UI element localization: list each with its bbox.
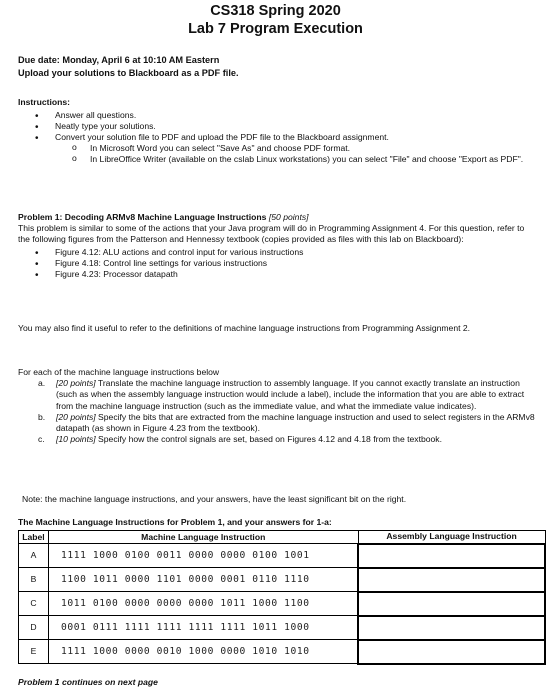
row-label: B [19, 568, 49, 592]
instruction-item: • Neatly type your solutions. [18, 121, 538, 132]
task-marker: c. [38, 434, 45, 445]
instructions-table [18, 530, 546, 665]
answer-box[interactable] [358, 616, 545, 640]
continues-note: Problem 1 continues on next page [18, 677, 158, 687]
instructions-heading: Instructions: [18, 97, 71, 107]
course-title: CS318 Spring 2020 [210, 3, 341, 19]
instruction-item [18, 132, 538, 166]
instruction-item-text: Convert your solution file to PDF and upload the PDF file to the Blackboard assignment. [55, 132, 389, 143]
machine-instruction: 1011 0100 0000 0000 0000 1011 1000 1100 [48, 592, 358, 616]
instruction-subitem: o In LibreOffice Writer (available on the cslab Linux workstations) you can select "File" and choose "Export as PDF". [55, 154, 538, 165]
row-label: D [19, 616, 49, 640]
bit-order-note: Note: the machine language instructions, and your answers, have the least significant bit on the right. [22, 494, 407, 504]
table-caption: The Machine Language Instructions for Problem 1, and your answers for 1-a: [18, 517, 332, 527]
row-label: E [19, 640, 49, 664]
instructions-section [18, 97, 538, 166]
pdf-conversion-sublist [55, 143, 538, 165]
task-text: Translate the machine language instruction to assembly language. If you cannot exactly translate an instruction (such as when the assembly language instruction would include a label), include the information that you are able to extract from the machine language instruction (such as the immediate value, and what the immediate value indicates). [56, 378, 525, 411]
assembly-instruction-column-header: Assembly Language Instruction [358, 531, 545, 544]
answer-box[interactable] [358, 568, 545, 592]
problem1-intro: This problem is similar to some of the actions that your Java program will do in Programming Assignment 4. For this question, refer to the following figures from the Patterson and Hennessy textbook (copies provided as files with this lab on Blackboard): [18, 222, 525, 244]
problem1-section [18, 212, 538, 281]
instruction-subitem: o In Microsoft Word you can select "Save As" and choose PDF format. [55, 143, 538, 154]
machine-instruction-column-header: Machine Language Instruction [48, 531, 358, 544]
figure-reference: • Figure 4.18: Control line settings for various instructions [18, 258, 538, 269]
task-marker: a. [38, 378, 46, 389]
task-marker: b. [38, 411, 46, 422]
page-title [0, 0, 551, 38]
row-label: A [19, 544, 49, 568]
problem1-heading [18, 212, 538, 223]
tasks-list [18, 378, 538, 445]
due-date: Due date: Monday, April 6 at 10:10 AM Eastern [18, 55, 220, 65]
row-label: C [19, 592, 49, 616]
lab-title: Lab 7 Program Execution [188, 20, 363, 37]
tasks-intro: For each of the machine language instructions below [18, 367, 220, 377]
machine-instruction: 1111 1000 0000 0010 1000 0000 1010 1010 [48, 640, 358, 664]
table-row [19, 568, 546, 592]
task-item-a [18, 378, 538, 412]
answer-box[interactable] [358, 592, 545, 616]
figures-list [18, 247, 538, 281]
problem1-heading-text: Problem 1: Decoding ARMv8 Machine Language Instructions [18, 212, 269, 222]
machine-instruction: 0001 0111 1111 1111 1111 1111 1011 1000 [48, 616, 358, 640]
problem1-points: [50 points] [268, 212, 309, 222]
tasks-section [18, 367, 538, 445]
label-column-header: Label [19, 531, 49, 544]
due-info [18, 54, 239, 81]
task-text: Specify the bits that are extracted from the machine language instruction and used to select registers in the ARMv8 datapath (as shown in Figure 4.23 from the textbook). [56, 411, 535, 433]
task-item-b [18, 412, 538, 434]
table-row [19, 616, 546, 640]
table-header-row [19, 531, 546, 544]
task-points: [20 points] [56, 378, 96, 389]
task-item-c [18, 434, 538, 445]
table-row [19, 592, 546, 616]
table-row [19, 544, 546, 568]
machine-instruction: 1111 1000 0100 0011 0000 0000 0100 1001 [48, 544, 358, 568]
instruction-item: • Answer all questions. [18, 110, 538, 121]
answer-box[interactable] [358, 544, 545, 568]
figure-reference: • Figure 4.12: ALU actions and control input for various instructions [18, 247, 538, 258]
machine-instruction: 1100 1011 0000 1101 0000 0001 0110 1110 [48, 568, 358, 592]
answer-box[interactable] [358, 640, 545, 664]
task-text: Specify how the control signals are set, based on Figures 4.12 and 4.18 from the textbook. [95, 434, 442, 445]
task-points: [20 points] [56, 411, 96, 422]
assignment-reference: You may also find it useful to refer to the definitions of machine language instructions from Programming Assignment 2. [18, 323, 471, 333]
instructions-list [18, 110, 538, 166]
upload-instruction: Upload your solutions to Blackboard as a PDF file. [18, 68, 239, 79]
table-row [19, 640, 546, 664]
figure-reference: • Figure 4.23: Processor datapath [18, 269, 538, 280]
task-points: [10 points] [56, 434, 96, 445]
